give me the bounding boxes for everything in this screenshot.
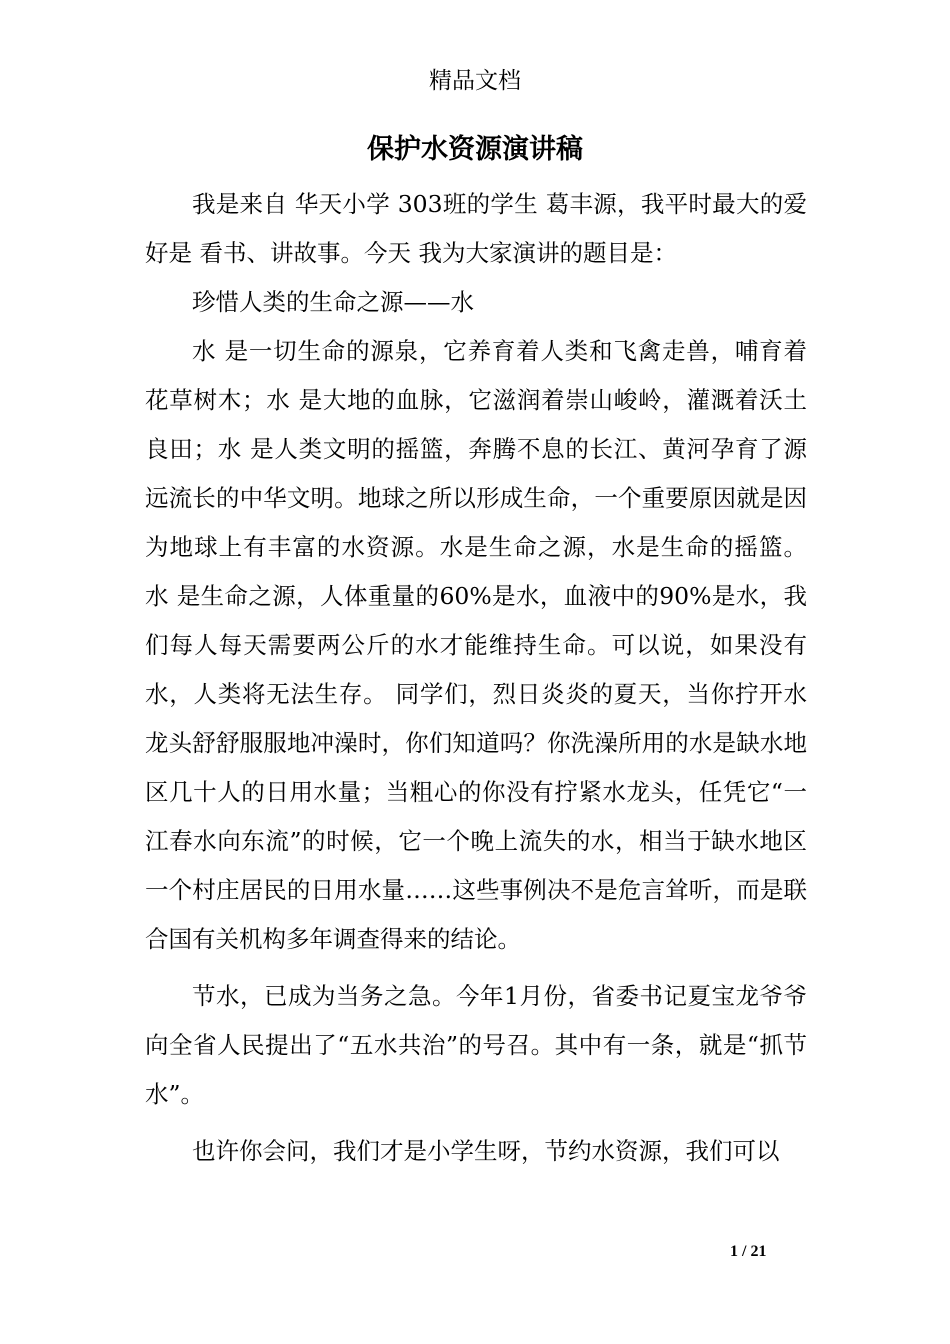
document-body: [145, 180, 807, 1176]
paragraph-topic: 珍惜人类的生命之源——水: [192, 288, 474, 316]
paragraph-intro: 我是来自 华天小学 303班的学生 葛丰源，我平时最大的爱好是 看书、讲故事。今天 我为大家演讲的题目是：: [145, 190, 807, 267]
paragraph-students: 也许你会问，我们才是小学生呀，节约水资源，我们可以: [192, 1137, 780, 1165]
paragraph-water-importance: 水 是一切生命的源泉，它养育着人类和飞禽走兽，哺育着花草树木；水 是大地的血脉，它滋润着崇山峻岭，灌溉着沃土良田；水 是人类文明的摇篮，奔腾不息的长江、黄河孕育了源远流长的中华文明。地球之所以形成生命，一个重要原因就是因为地球上有丰富的水资源。水是生命之源，水是生命的摇篮。 水 是生命之源，人体重量的60%是水，血液中的90%是水，我们每人每天需要两公斤的水才能维持生命。可以说，如果没有水，人类将无法生存。 同学们，烈日炎炎的夏天，当你拧开水龙头舒舒服服地冲澡时，你们知道吗？你洗澡所用的水是缺水地区几十人的日用水量；当粗心的你没有拧紧水龙头，任凭它“一江春水向东流”的时候，它一个晚上流失的水，相当于缺水地区一个村庄居民的日用水量……这些事例决不是危言耸听，而是联合国有关机构多年调查得来的结论。: [145, 337, 807, 953]
page-header: 精品文档: [429, 68, 521, 94]
document-title: 保护水资源演讲稿: [367, 134, 583, 165]
page-number: 1 / 21: [730, 1243, 767, 1260]
paragraph-water-saving: 节水，已成为当务之急。今年1月份，省委书记夏宝龙爷爷向全省人民提出了“五水共治”的号召。其中有一条，就是“抓节水”。: [145, 982, 807, 1108]
